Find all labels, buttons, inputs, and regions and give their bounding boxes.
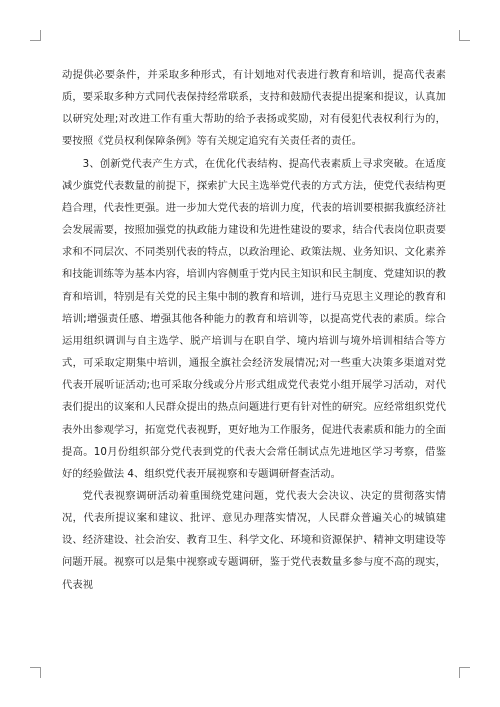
crop-mark-top-right [459, 30, 470, 41]
crop-mark-top-left [30, 30, 41, 41]
crop-mark-bottom-left [30, 667, 41, 678]
paragraph-continuation: 动提供必要条件，并采取多种形式，有计划地对代表进行教育和培训，提高代表素质，要采取多种方式同代表保持经常联系，支持和鼓励代表提出提案和提议，认真加以研究处理;对改进工作有重大帮助的给予表扬或奖励，对有侵犯代表权利行为的，要按照《党员权利保障条例》等有关规定追究有关责任者的责任。 [62, 69, 446, 148]
paragraph-section-3: 3、创新党代表产生方式，在优化代表结构、提高代表素质上寻求突破。在适度减少旗党代表数量的前提下，探索扩大民主选举党代表的方式方法，使党代表结构更趋合理，代表性更强。进一步加大党代表的培训力度，代表的培训要根据我旗经济社会发展需要，按照加强党的执政能力建设和先进性建设的要求，结合代表岗位职责要求和不同层次、不同类别代表的特点，以政治理论、政策法规、业务知识、文化素养和技能训练等为基本内容，培训内容侧重于党内民主知识和民主制度、党建知识的教育和培训，特别是有关党的民主集中制的教育和培训，进行马克思主义理论的教育和培训;增强责任感、增强其他各种能力的教育和培训等，以提高党代表的素质。综合运用组织调训与自主选学、脱产培训与在职自学、境内培训与境外培训相结合等方式，可采取定期集中培训，通报全旗社会经济发展情况;对一些重大决策多渠道对党代表开展听证活动;也可采取分线或分片形式组成党代表党小组开展学习活动，对代表们提出的议案和人民群众提出的热点问题进行更有针对性的研究。应经常组织党代表外出参观学习，拓宽党代表视野，更好地为工作服务，促进代表素质和能力的全面提高。10月份组织部分党代表到党的代表大会常任制试点先进地区学习考察，借鉴好的经验做法 4、组织党代表开展视察和专题调研督查活动。 [62, 157, 446, 480]
paragraph-inspection: 党代表视察调研活动着重围绕党建问题，党代表大会决议、决定的贯彻落实情况，代表所提议案和建议、批评、意见办理落实情况，人民群众普遍关心的城镇建设、经济建设、社会治安、教育卫生、科学文化、环境和资源保护、精神文明建设等问题开展。视察可以是集中视察或专题调研，鉴于党代表数量多参与度不高的现实，代表视 [62, 489, 446, 591]
document-body [62, 64, 446, 596]
crop-mark-bottom-right [459, 667, 470, 678]
